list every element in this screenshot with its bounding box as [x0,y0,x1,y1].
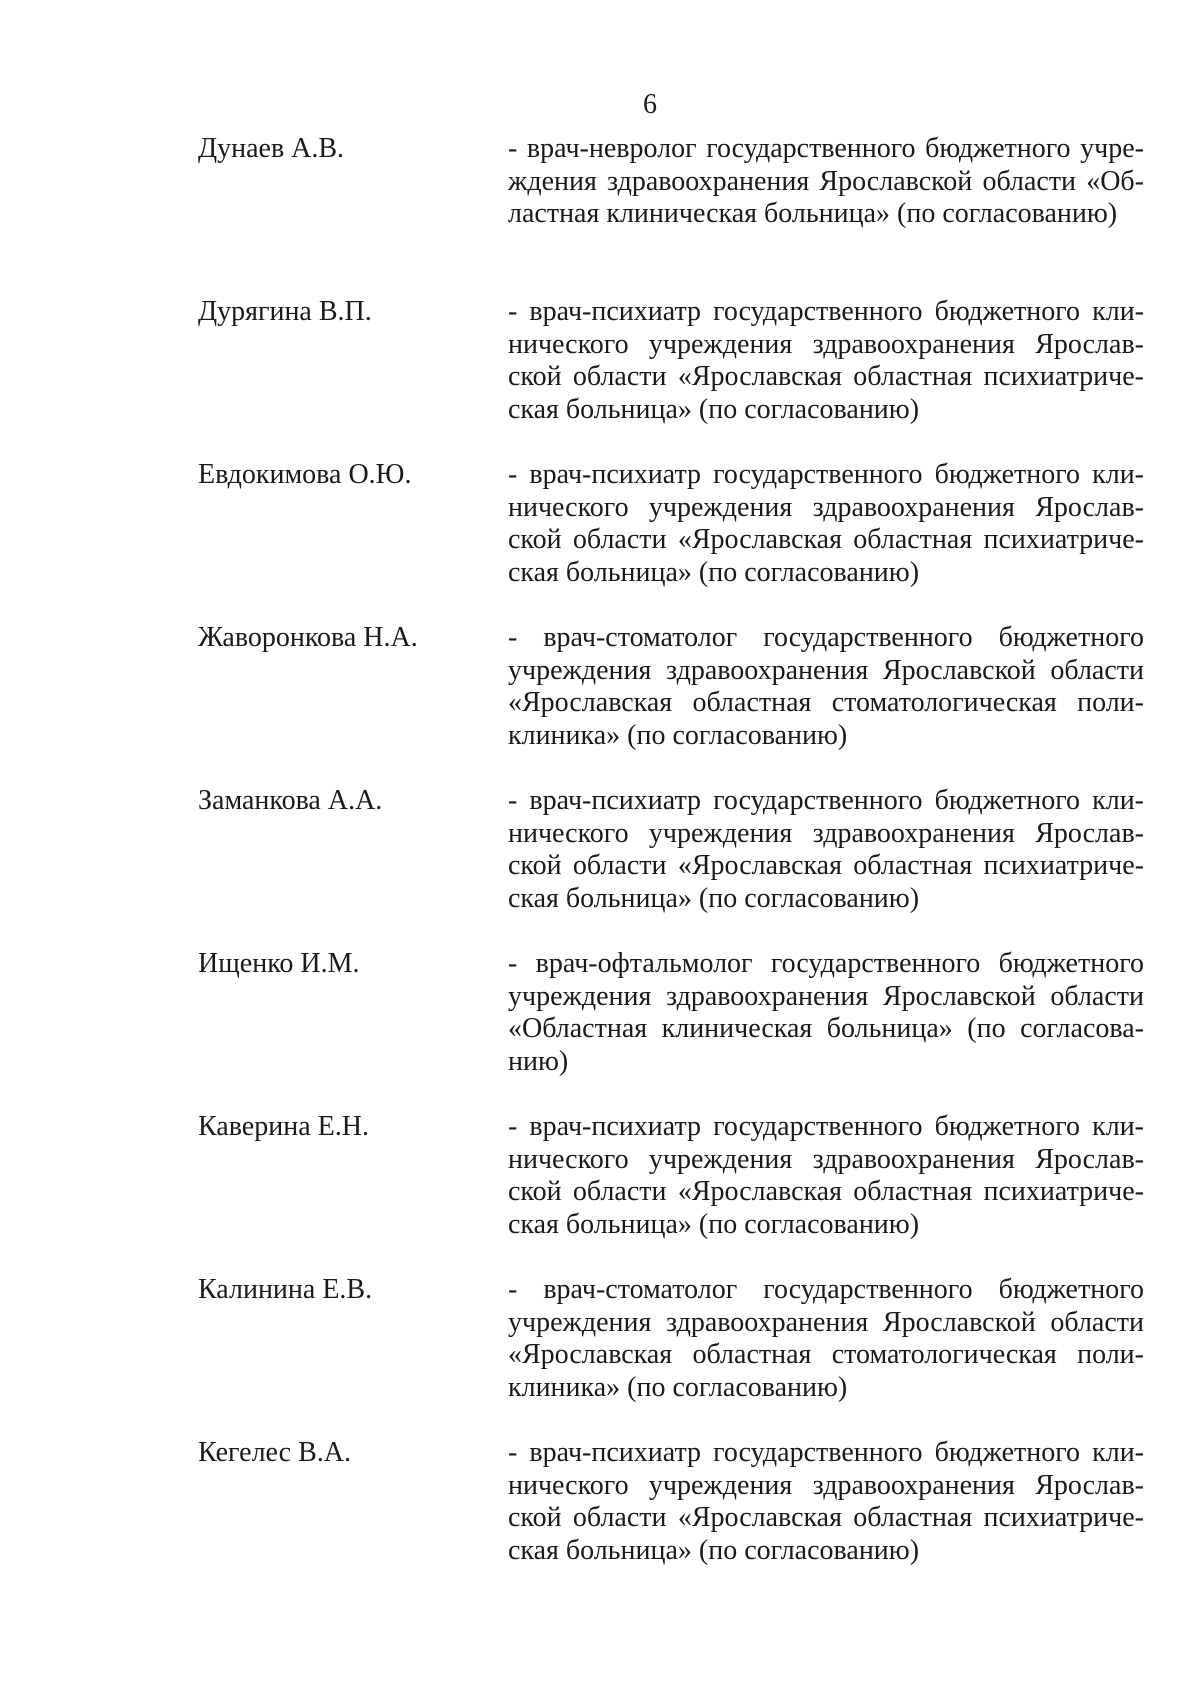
position-line: нического учреждения здравоохранения Ярослав- [508,1469,1144,1501]
position-line: учреждения здравоохранения Ярославской области [508,1306,1144,1338]
position-line: ской области «Ярославская областная психиатриче- [508,1176,1144,1207]
position-line: «Ярославская областная стоматологическая поли- [508,687,1144,718]
position-line: - врач-психиатр государственного бюджетного кли- [508,296,1144,327]
member-entry [198,133,1148,296]
position-line: «Областная клиническая больница» (по согласова- [508,1013,1144,1044]
member-position [508,296,1144,459]
position-line: ская больница» (по согласованию) [508,1208,920,1240]
member-name: Евдокимова О.Ю. [198,459,412,490]
position-line: клиника» (по согласованию) [508,1371,848,1403]
member-position [508,1274,1144,1437]
position-line: ской области «Ярославская областная психиатриче- [508,361,1144,392]
page-number: 6 [643,89,657,120]
position-line: - врач-психиатр государственного бюджетного кли- [508,1437,1144,1468]
position-line: ластная клиническая больница» (по согласованию) [508,198,1118,229]
position-line: «Ярославская областная стоматологическая поли- [508,1339,1144,1370]
member-position [508,622,1144,785]
member-position [508,948,1144,1111]
member-entry [198,622,1148,785]
position-line: - врач-психиатр государственного бюджетного кли- [508,459,1144,490]
position-line: - врач-стоматолог государственного бюджетного [508,622,1144,653]
member-name: Каверина Е.Н. [198,1111,369,1142]
position-line: - врач-офтальмолог государственного бюджетного [508,948,1144,979]
position-line: ская больница» (по согласованию) [508,1534,920,1566]
position-line: учреждения здравоохранения Ярославской области [508,980,1144,1012]
member-name: Заманкова А.А. [198,785,383,816]
member-entry [198,1437,1148,1600]
member-name: Калинина Е.В. [198,1274,373,1305]
member-entry [198,1274,1148,1437]
position-line: - врач-психиатр государственного бюджетного кли- [508,1111,1144,1142]
member-entry [198,459,1148,622]
position-line: нию) [508,1045,569,1077]
member-position [508,785,1144,948]
member-position [508,459,1144,622]
position-line: клиника» (по согласованию) [508,719,848,751]
member-name: Кегелес В.А. [198,1437,352,1468]
member-name: Ищенко И.М. [198,948,360,979]
member-name: Дурягина В.П. [198,296,372,327]
member-name: Дунаев А.В. [198,133,345,164]
position-line: нического учреждения здравоохранения Ярослав- [508,328,1144,360]
position-line: ждения здравоохранения Ярославской области «Об- [508,165,1144,197]
position-line: ская больница» (по согласованию) [508,393,920,425]
member-entry [198,296,1148,459]
member-list [198,133,1148,1600]
member-name: Жаворонкова Н.А. [198,622,418,653]
position-line: - врач-стоматолог государственного бюджетного [508,1274,1144,1305]
position-line: - врач-невролог государственного бюджетного учре- [508,133,1144,164]
member-position [508,1111,1144,1274]
member-position [508,1437,1144,1600]
position-line: ская больница» (по согласованию) [508,556,920,588]
position-line: ской области «Ярославская областная психиатриче- [508,850,1144,881]
member-position [508,133,1144,296]
position-line: учреждения здравоохранения Ярославской области [508,654,1144,686]
member-entry [198,785,1148,948]
position-line: ской области «Ярославская областная психиатриче- [508,524,1144,555]
position-line: нического учреждения здравоохранения Ярослав- [508,491,1144,523]
position-line: нического учреждения здравоохранения Ярослав- [508,817,1144,849]
position-line: ская больница» (по согласованию) [508,882,920,914]
member-entry [198,1111,1148,1274]
position-line: ской области «Ярославская областная психиатриче- [508,1502,1144,1533]
member-entry [198,948,1148,1111]
position-line: нического учреждения здравоохранения Ярослав- [508,1143,1144,1175]
position-line: - врач-психиатр государственного бюджетного кли- [508,785,1144,816]
